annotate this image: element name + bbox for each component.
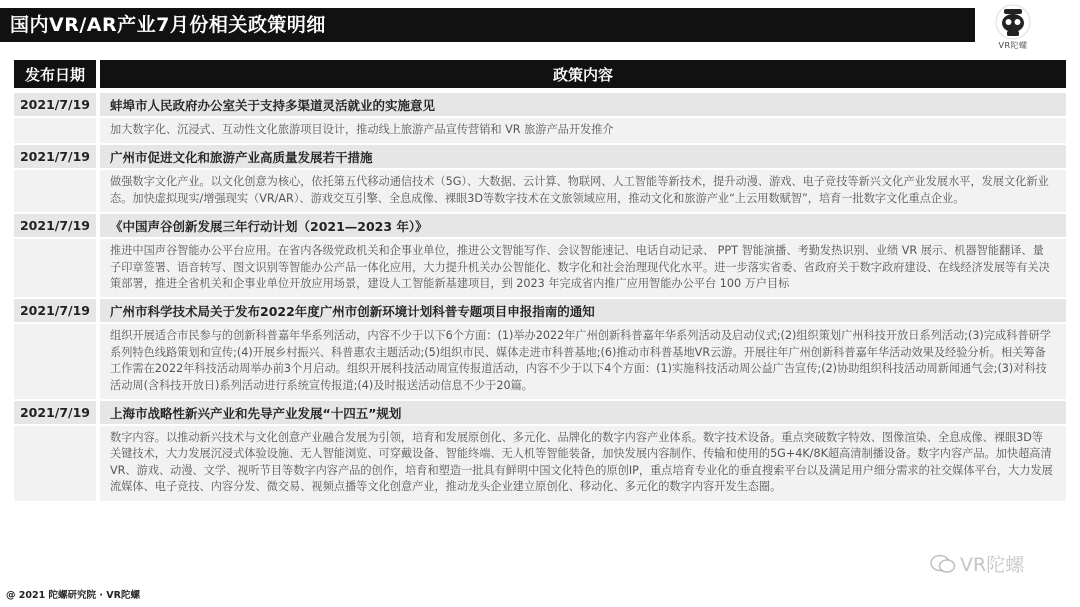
policy-body: 组织开展适合市民参与的创新科普嘉年华系列活动，内容不少于以下6个方面：(1)举办2022年广州创新科普嘉年华系列活动及启动仪式;(2)组织策划广州科技开放日系列活动;(3)完成科普研学系列特色线路策划和宣传;(4)开展乡村振兴、科普惠农主题活动;(5)组织市民、媒体走进市科普基地;(6)推动市科普基地VR云游。开展往年广州创新科普嘉年华活动效果及经验分析。相关筹备工作需在2022年科技活动周举办前3个月启动。组织开展科技活动周宣传报道活动，内容不少于以下4个方面：(1)实施科技活动周公益广告宣传;(2)协助组织科技活动周新闻通气会;(3)对科技活动周(含科技开放日)系列活动进行系统宣传报道;(4)及时报送活动信息不少于20篇。 [100, 322, 1066, 399]
column-header-content: 政策内容 [100, 60, 1066, 91]
robot-logo-icon [983, 4, 1043, 40]
vr-tuoluo-logo [983, 4, 1043, 56]
logo-text: VR陀螺 [998, 41, 1028, 50]
blank-cell [14, 168, 100, 212]
policy-body-row [14, 424, 1066, 501]
policy-table [14, 60, 1066, 501]
blank-cell [14, 116, 100, 143]
column-header-date: 发布日期 [14, 60, 100, 91]
policy-title: 蚌埠市人民政府办公室关于支持多渠道灵活就业的实施意见 [100, 91, 1066, 116]
watermark [930, 550, 1024, 577]
release-date: 2021/7/19 [14, 212, 100, 237]
release-date: 2021/7/19 [14, 143, 100, 168]
policy-title-row [14, 399, 1066, 424]
policy-title-row [14, 297, 1066, 322]
blank-cell [14, 322, 100, 399]
policy-body-row [14, 168, 1066, 212]
release-date: 2021/7/19 [14, 91, 100, 116]
table-header-row [14, 60, 1066, 91]
copyright-footer: @ 2021 陀螺研究院 · VR陀螺 [6, 590, 140, 601]
release-date: 2021/7/19 [14, 399, 100, 424]
policy-body-row [14, 237, 1066, 297]
policy-title-row [14, 91, 1066, 116]
policy-title: 广州市促进文化和旅游产业高质量发展若干措施 [100, 143, 1066, 168]
policy-body-row [14, 322, 1066, 399]
policy-title-row [14, 143, 1066, 168]
blank-cell [14, 237, 100, 297]
policy-title: 广州市科学技术局关于发布2022年度广州市创新环境计划科普专题项目申报指南的通知 [100, 297, 1066, 322]
policy-body: 数字内容。以推动新兴技术与文化创意产业融合发展为引领，培育和发展原创化、多元化、品牌化的数字内容产业体系。数字技术设备。重点突破数字特效、图像渲染、全息成像、裸眼3D等关键技术，大力发展沉浸式体验设施、无人智能浏览、可穿戴设备、智能终端、无人机等智能装备，加快发展内容制作、传输和使用的5G+4K/8K超高清制播设备。数字内容产品。加快超高清VR、游戏、动漫、文学、视听节目等数字内容产品的创作，培育和塑造一批具有鲜明中国文化特色的原创IP，重点培育专业化的垂直搜索平台以及满足用户细分需求的社交媒体平台，大力发展流媒体、电子竞技、内容分发、微交易、视频点播等文化创意产业，推动龙头企业建立原创化、移动化、多元化的数字内容开发生态圈。 [100, 424, 1066, 501]
policy-title: 上海市战略性新兴产业和先导产业发展“十四五”规划 [100, 399, 1066, 424]
blank-cell [14, 424, 100, 501]
policy-body: 推进中国声谷智能办公平台应用。在省内各级党政机关和企事业单位，推进公文智能写作、会议智能速记、电话自动记录、 PPT 智能演播、考勤发热识别、业绩 VR 展示、机器智能翻译、量子印章签署、语音转写、图文识别等智能办公产品一体化应用，大力提升机关办公智能化、数字化和社会治理现代化水平。进一步落实省委、省政府关于数字政府建设、在线经济发展等有关决策部署，推进全省机关和企事业单位开放应用场景，建设人工智能新基建项目，到 2023 年完成省内推广应用智能办公平台 100 万户目标 [100, 237, 1066, 297]
wechat-icon [930, 554, 956, 574]
policy-body-row [14, 116, 1066, 143]
policy-title: 《中国声谷创新发展三年行动计划（2021—2023 年）》 [100, 212, 1066, 237]
policy-body: 做强数字文化产业。以文化创意为核心，依托第五代移动通信技术（5G）、大数据、云计算、物联网、人工智能等新技术，提升动漫、游戏、电子竞技等新兴文化产业发展水平，发展文化新业态。加快虚拟现实/增强现实（VR/AR）、游戏交互引擎、全息成像、裸眼3D等数字技术在文旅领域应用，推动文化和旅游产业“上云用数赋智”，培育一批数字文化重点企业。 [100, 168, 1066, 212]
policy-body: 加大数字化、沉浸式、互动性文化旅游项目设计，推动线上旅游产品宣传营销和 VR 旅游产品开发推介 [100, 116, 1066, 143]
policy-title-row [14, 212, 1066, 237]
watermark-text: VR陀螺 [960, 554, 1025, 576]
title-bar [0, 8, 975, 42]
release-date: 2021/7/19 [14, 297, 100, 322]
page-title: 国内VR/AR产业7月份相关政策明细 [10, 14, 326, 36]
